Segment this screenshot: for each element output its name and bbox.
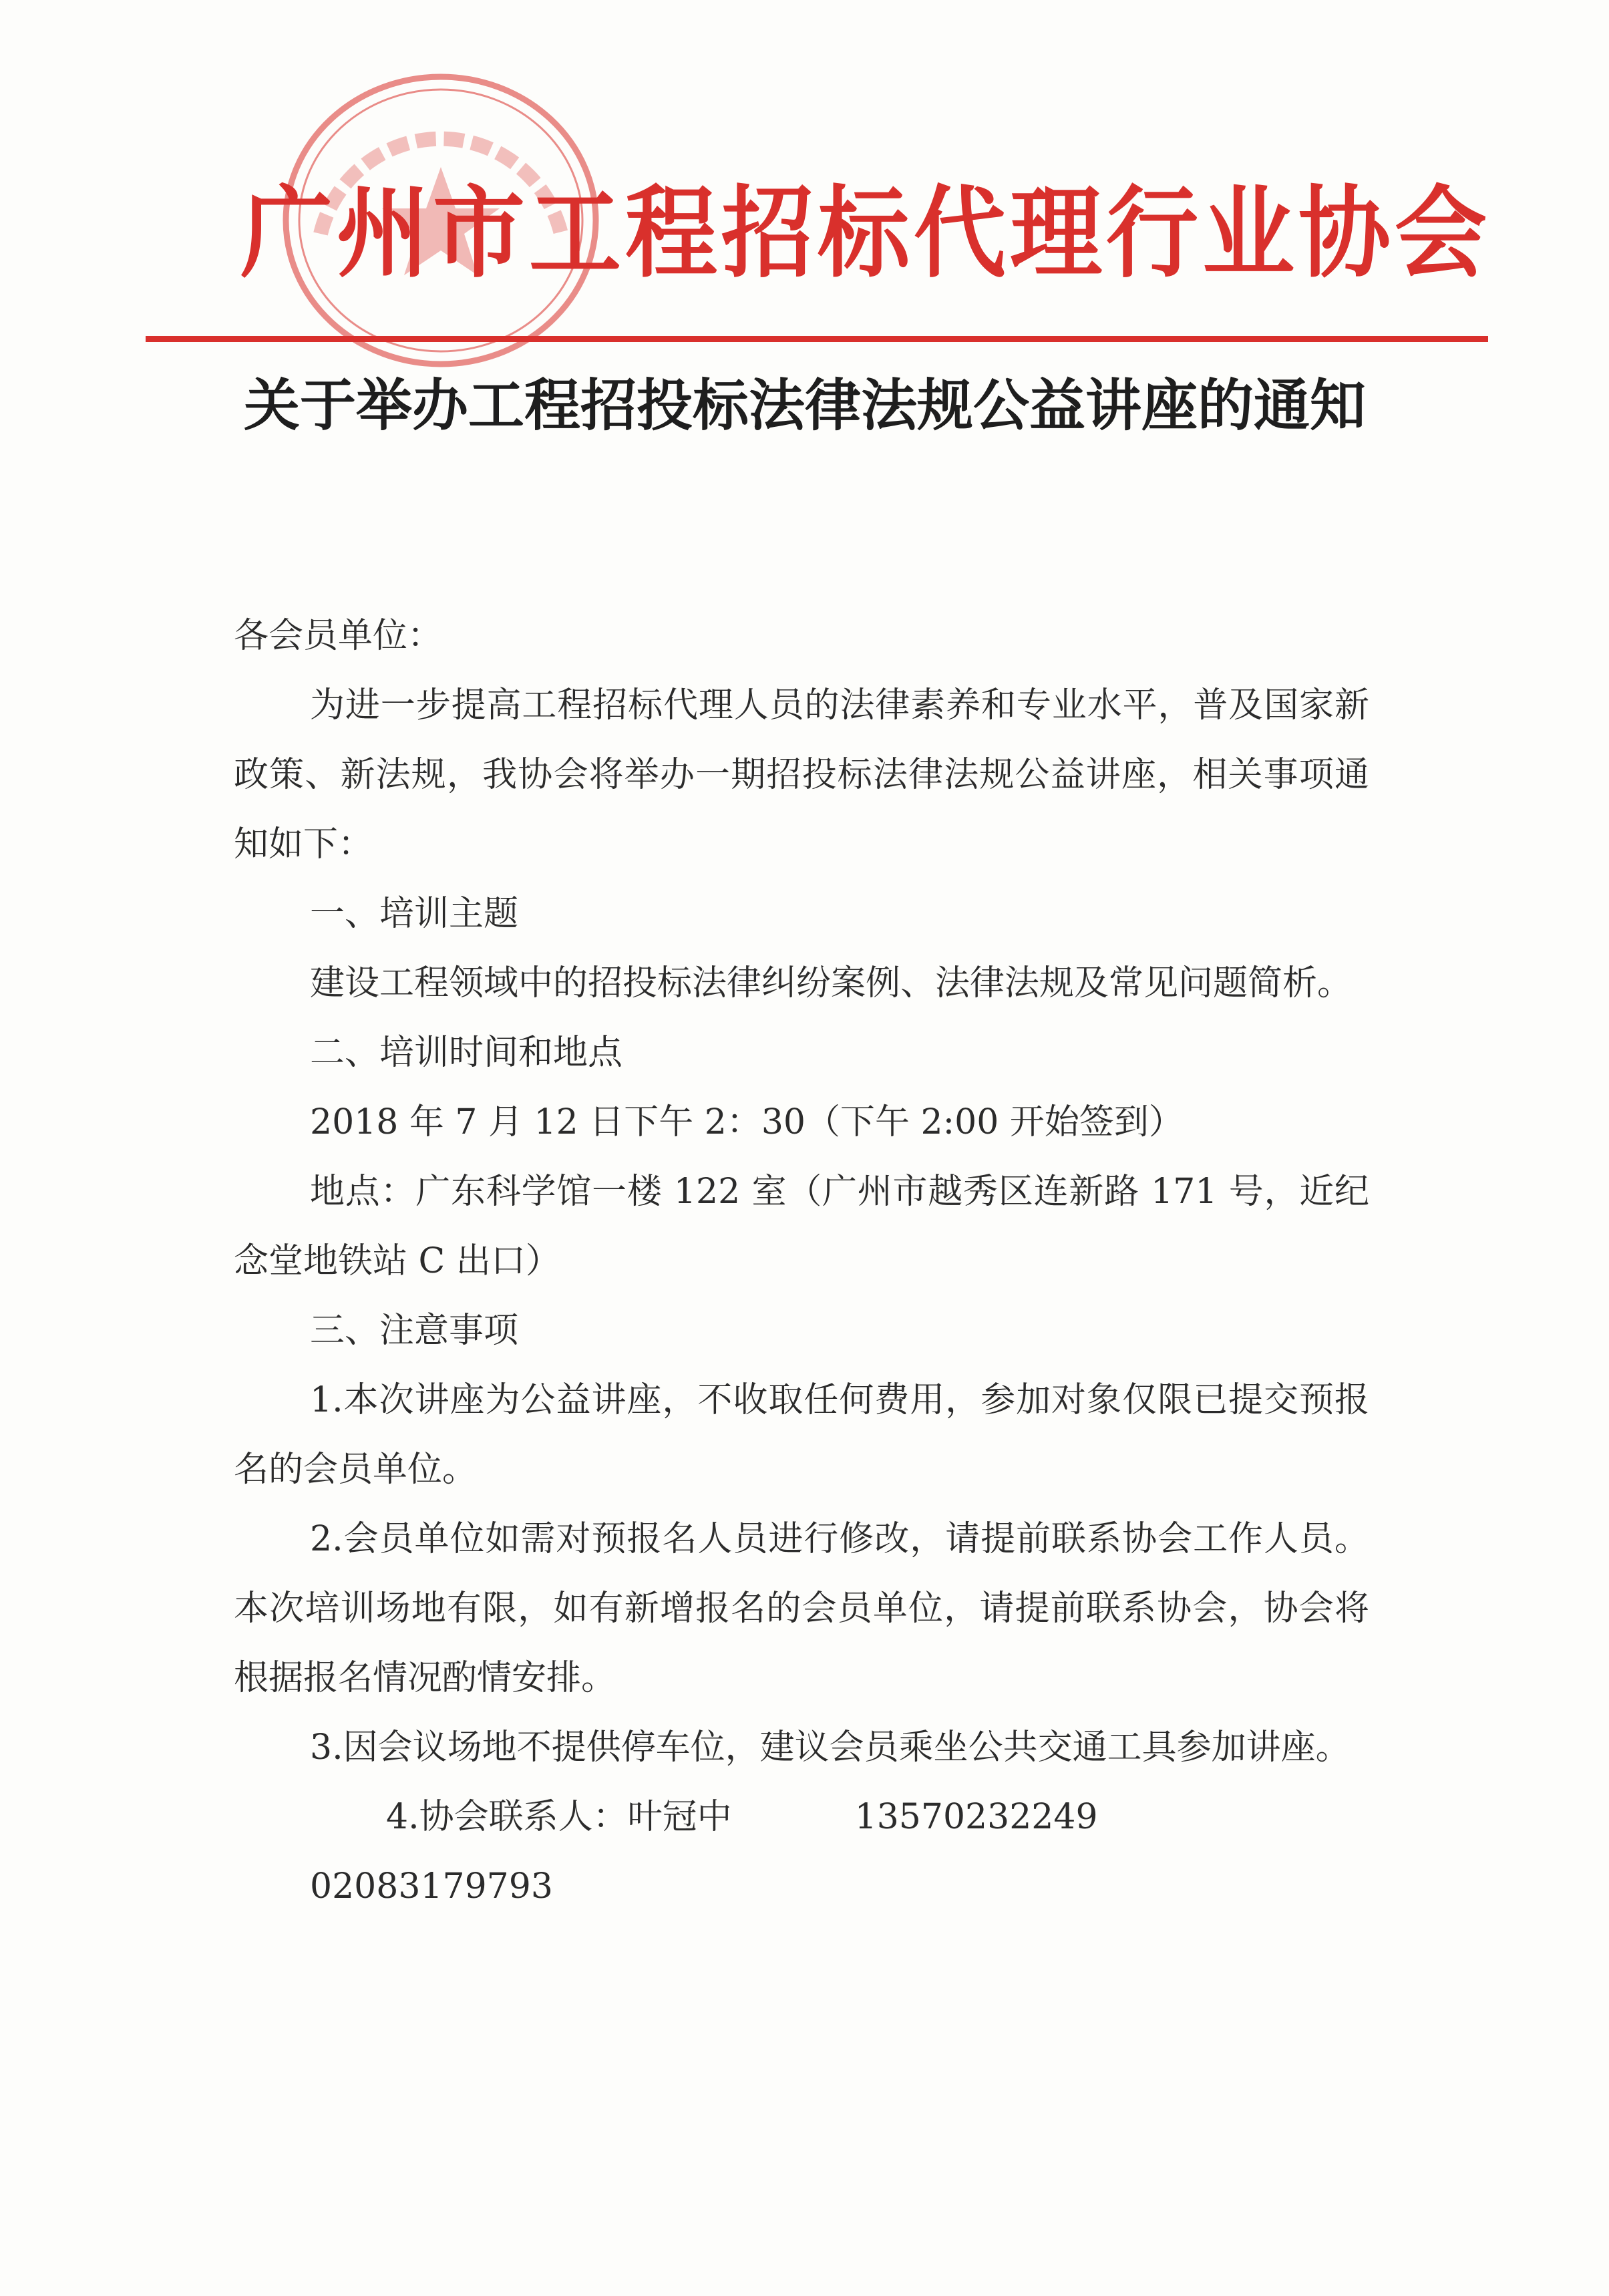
letterhead-organization: 广州市工程招标代理行业协会 (240, 175, 1491, 292)
intro-paragraph: 为进一步提高工程招标代理人员的法律素养和专业水平，普及国家新政策、新法规，我协会将举办一期招投标法律法规公益讲座，相关事项通知如下： (234, 685, 1369, 864)
salutation: 各会员单位： (234, 616, 443, 656)
location-paragraph: 地点：广东科学馆一楼 122 室（广州市越秀区连新路 171 号，近纪念堂地铁站 C 出口） (234, 1172, 1369, 1281)
topic-paragraph: 建设工程领域中的招投标法律纠纷案例、法律法规及常见问题简析。 (310, 963, 1353, 1003)
time-paragraph: 2018 年 7 月 12 日下午 2：30（下午 2:00 开始签到） (310, 1102, 1184, 1142)
note-item-1: 1.本次讲座为公益讲座，不收取任何费用，参加对象仅限已提交预报名的会员单位。 (234, 1380, 1369, 1490)
section-heading-topic: 一、培训主题 (310, 894, 519, 934)
contact-mobile: 13570232249 (854, 1797, 1098, 1837)
notice-body (234, 601, 1369, 1921)
contact-line (234, 1782, 1369, 1921)
section-heading-time-place: 二、培训时间和地点 (310, 1033, 623, 1073)
contact-label: 4.协会联系人：叶冠中 (386, 1797, 732, 1837)
note-item-3: 3.因会议场地不提供停车位，建议会员乘坐公共交通工具参加讲座。 (310, 1728, 1351, 1768)
notice-title: 关于举办工程招投标法律法规公益讲座的通知 (243, 373, 1366, 438)
note-item-2: 2.会员单位如需对预报名人员进行修改，请提前联系协会工作人员。本次培训场地有限，如有新增报名的会员单位，请提前联系协会，协会将根据报名情况酌情安排。 (234, 1519, 1369, 1698)
section-heading-notes: 三、注意事项 (310, 1311, 519, 1351)
letterhead-divider (146, 336, 1488, 342)
contact-phone: 02083179793 (310, 1866, 553, 1907)
